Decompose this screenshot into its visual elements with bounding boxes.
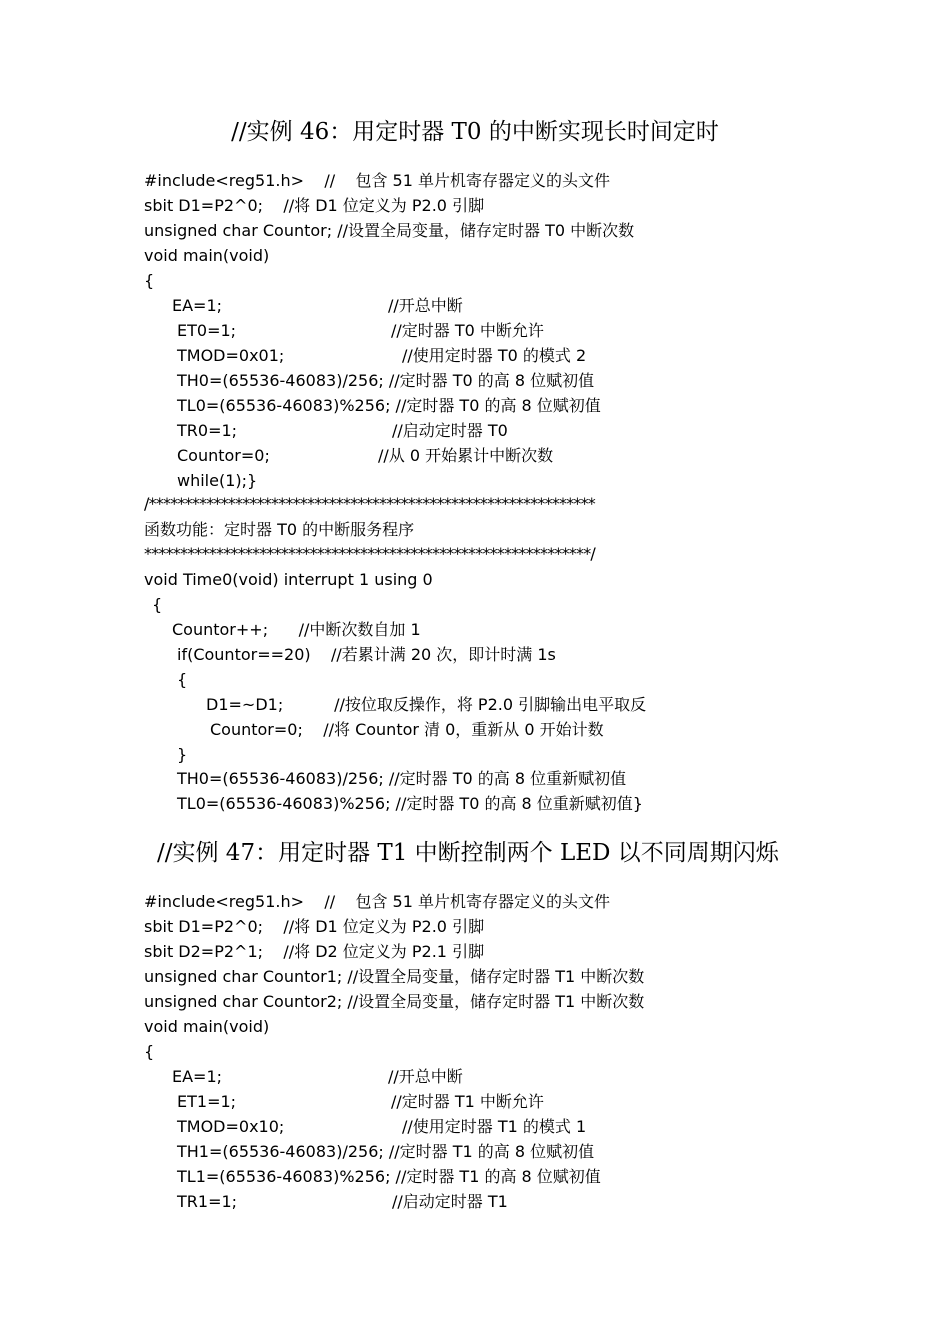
code-comment: //从 0 开始累计中断次数 <box>378 446 554 465</box>
code-line: sbit D1=P2^0; //将 D1 位定义为 P2.0 引脚 <box>144 917 485 936</box>
code-line: ET0=1; <box>177 321 237 340</box>
code-comment: //启动定时器 T0 <box>392 421 508 440</box>
code-line: Countor=0; <box>177 446 270 465</box>
code-line: EA=1; <box>172 296 223 315</box>
code-line: TL1=(65536-46083)%256; //定时器 T1 的高 8 位赋初值 <box>177 1167 601 1186</box>
code-comment: //启动定时器 T1 <box>392 1192 508 1211</box>
comment-rule-top: /************************************************************** <box>144 494 595 513</box>
code-line: { <box>144 1042 155 1061</box>
code-line: { <box>144 271 155 290</box>
code-line: #include<reg51.h> // 包含 51 单片机寄存器定义的头文件 <box>144 171 611 190</box>
code-line: { <box>177 670 188 689</box>
code-comment: //定时器 T1 中断允许 <box>391 1092 544 1111</box>
code-line: } <box>177 745 188 764</box>
code-line: if(Countor==20) //若累计满 20 次，即计时满 1s <box>177 645 556 664</box>
code-line: TH0=(65536-46083)/256; //定时器 T0 的高 8 位重新赋初值 <box>177 769 627 788</box>
code-line: sbit D2=P2^1; //将 D2 位定义为 P2.1 引脚 <box>144 942 485 961</box>
code-line: D1=~D1; //按位取反操作，将 P2.0 引脚输出电平取反 <box>206 695 647 714</box>
code-line: TR1=1; <box>177 1192 238 1211</box>
code-line: ET1=1; <box>177 1092 237 1111</box>
code-line: TH0=(65536-46083)/256; //定时器 T0 的高 8 位赋初值 <box>177 371 595 390</box>
section-47-title: //实例 47：用定时器 T1 中断控制两个 LED 以不同周期闪烁 <box>157 840 779 866</box>
code-line: unsigned char Countor2; //设置全局变量，储存定时器 T1 中断次数 <box>144 992 645 1011</box>
code-comment: //使用定时器 T0 的模式 2 <box>402 346 587 365</box>
code-line: unsigned char Countor; //设置全局变量，储存定时器 T0 中断次数 <box>144 221 635 240</box>
section-46-title: //实例 46：用定时器 T0 的中断实现长时间定时 <box>231 119 719 145</box>
code-line: TL0=(65536-46083)%256; //定时器 T0 的高 8 位赋初值 <box>177 396 601 415</box>
code-line: #include<reg51.h> // 包含 51 单片机寄存器定义的头文件 <box>144 892 611 911</box>
code-line: Countor++; //中断次数自加 1 <box>172 620 421 639</box>
code-line: TMOD=0x01; <box>177 346 285 365</box>
code-line: TMOD=0x10; <box>177 1117 285 1136</box>
code-line: unsigned char Countor1; //设置全局变量，储存定时器 T1 中断次数 <box>144 967 645 986</box>
code-comment: //使用定时器 T1 的模式 1 <box>402 1117 587 1136</box>
function-description: 函数功能：定时器 T0 的中断服务程序 <box>144 520 415 539</box>
code-line: EA=1; <box>172 1067 223 1086</box>
code-line: { <box>152 595 163 614</box>
code-line: TR0=1; <box>177 421 238 440</box>
code-line: Countor=0; //将 Countor 清 0，重新从 0 开始计数 <box>210 720 604 739</box>
comment-rule-bottom: **************************************************************/ <box>144 544 595 563</box>
code-comment: //开总中断 <box>388 296 463 315</box>
code-line: void Time0(void) interrupt 1 using 0 <box>144 570 433 589</box>
code-line: void main(void) <box>144 1017 270 1036</box>
code-comment: //开总中断 <box>388 1067 463 1086</box>
code-line: void main(void) <box>144 246 270 265</box>
code-line: TH1=(65536-46083)/256; //定时器 T1 的高 8 位赋初值 <box>177 1142 595 1161</box>
code-line: while(1);} <box>177 471 258 490</box>
code-line: sbit D1=P2^0; //将 D1 位定义为 P2.0 引脚 <box>144 196 485 215</box>
code-comment: //定时器 T0 中断允许 <box>391 321 544 340</box>
code-line: TL0=(65536-46083)%256; //定时器 T0 的高 8 位重新赋初值} <box>177 794 643 813</box>
